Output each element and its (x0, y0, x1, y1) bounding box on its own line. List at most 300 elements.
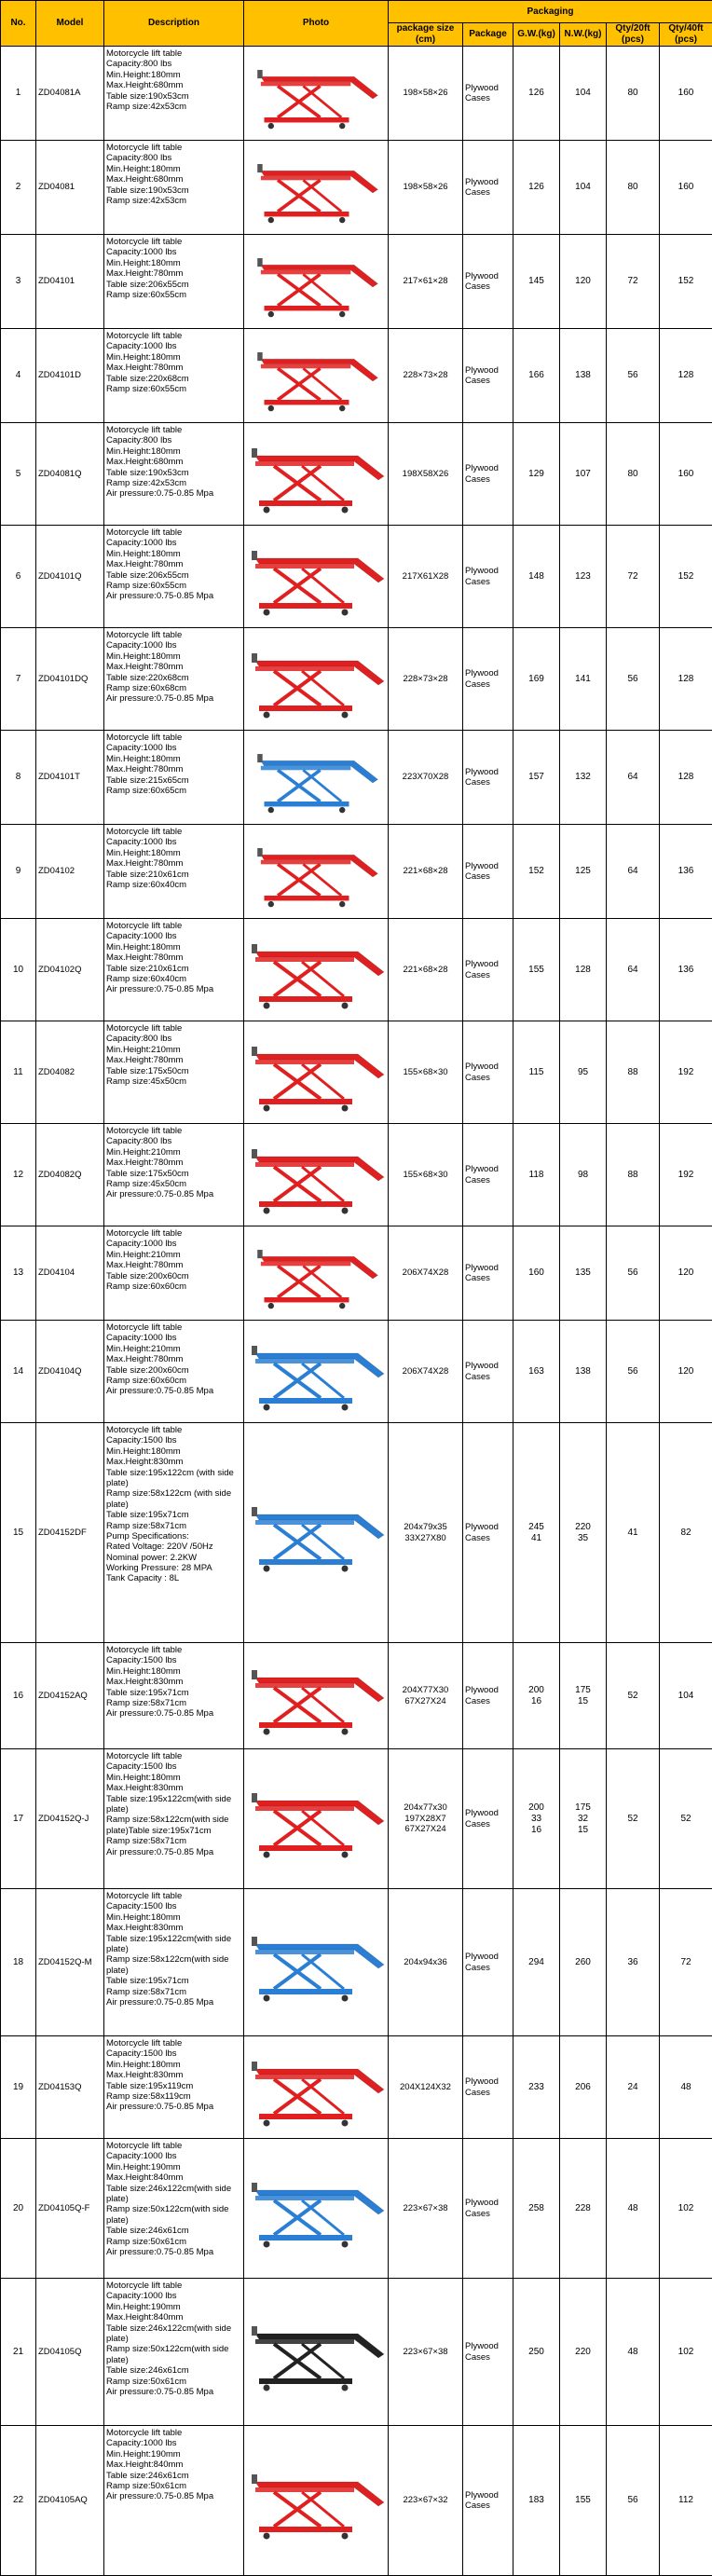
package-size (389, 329, 463, 423)
package-size-line: 155×68×30 (389, 1170, 462, 1180)
description-line: Ramp size:58x122cm(with side plate) (106, 1954, 241, 1976)
qty-40ft: 160 (660, 141, 712, 235)
description-line: Motorcycle lift table (106, 2141, 241, 2151)
package-size (389, 2139, 463, 2279)
header-gross-weight: G.W.(kg) (513, 23, 560, 47)
description-line: Min.Height:180mm (106, 651, 241, 662)
description-line: Ramp size:50x61cm (106, 2377, 241, 2387)
red-lift-table (246, 1026, 386, 1119)
table-row (1, 2139, 712, 2279)
model-code: ZD04081A (36, 47, 104, 141)
description-line: Air pressure:0.75-0.85 Mpa (106, 2247, 241, 2257)
package-size (389, 1321, 463, 1423)
description-line: Ramp size:60x40cm (106, 880, 241, 890)
description-line: Max.Height:780mm (106, 952, 241, 963)
header-model: Model (36, 1, 104, 47)
product-photo (244, 825, 389, 919)
package-size-line: 33X27X80 (389, 1533, 462, 1543)
product-photo (244, 1124, 389, 1226)
red-lift-table (246, 145, 386, 230)
header-description: Description (104, 1, 244, 47)
model-code: ZD04152DF (36, 1423, 104, 1643)
model-code: ZD04101T (36, 731, 104, 825)
gross-weight-line: 126 (513, 182, 559, 193)
description-line: Ramp size:58x119cm (106, 2091, 241, 2102)
row-number: 12 (1, 1124, 36, 1226)
description-line: Motorcycle lift table (106, 630, 241, 640)
description-line: Min.Height:210mm (106, 1045, 241, 1055)
table-row (1, 628, 712, 731)
model-code: ZD04101D (36, 329, 104, 423)
package-type: Plywood Cases (463, 1749, 513, 1889)
net-weight-line: 138 (560, 370, 606, 381)
package-size-line: 198X58X26 (389, 469, 462, 479)
model-code: ZD04105AQ (36, 2426, 104, 2576)
row-number: 4 (1, 329, 36, 423)
qty-20ft: 36 (607, 1889, 660, 2036)
package-size-line: 204X124X32 (389, 2082, 462, 2092)
description-line: Motorcycle lift table (106, 1425, 241, 1435)
description-line: Max.Height:780mm (106, 858, 241, 869)
row-number: 3 (1, 235, 36, 329)
description-line: Max.Height:840mm (106, 2312, 241, 2323)
blue-lift-table (246, 1911, 386, 2014)
red-lift-table (246, 924, 386, 1017)
gross-weight-line: 233 (513, 2082, 559, 2093)
description-line: Ramp size:60x55cm (106, 581, 241, 591)
red-lift-table (246, 633, 386, 726)
table-row (1, 731, 712, 825)
description-line: Capacity:1000 lbs (106, 538, 241, 548)
package-type: Plywood Cases (463, 2279, 513, 2426)
gross-weight-line: 152 (513, 866, 559, 877)
gross-weight (513, 1226, 560, 1321)
net-weight (560, 2279, 607, 2426)
description (104, 919, 244, 1021)
product-photo (244, 628, 389, 731)
package-size (389, 141, 463, 235)
description-line: Ramp size:60x60cm (106, 1376, 241, 1386)
net-weight-line: 32 (560, 1814, 606, 1825)
header-packaging: Packaging (389, 1, 712, 23)
gross-weight (513, 329, 560, 423)
product-photo (244, 423, 389, 526)
qty-40ft: 152 (660, 235, 712, 329)
qty-20ft: 52 (607, 1643, 660, 1749)
package-size-line: 67X27X24 (389, 1824, 462, 1834)
package-type: Plywood Cases (463, 1889, 513, 2036)
header-qty-20ft: Qty/20ft (pcs) (607, 23, 660, 47)
model-code: ZD04081Q (36, 423, 104, 526)
qty-20ft: 48 (607, 2279, 660, 2426)
table-row (1, 1889, 712, 2036)
product-photo (244, 2279, 389, 2426)
net-weight (560, 235, 607, 329)
description-line: Table size:210x61cm (106, 870, 241, 880)
package-type: Plywood Cases (463, 2036, 513, 2139)
net-weight (560, 47, 607, 141)
description-line: Motorcycle lift table (106, 1891, 241, 1901)
net-weight-line: 35 (560, 1533, 606, 1544)
product-photo (244, 2139, 389, 2279)
package-size-line: 204X77X30 (389, 1685, 462, 1695)
description-line: Max.Height:830mm (106, 1677, 241, 1687)
package-size-line: 206X74X28 (389, 1366, 462, 1377)
package-type: Plywood Cases (463, 1124, 513, 1226)
description-line: Max.Height:680mm (106, 457, 241, 467)
product-photo (244, 731, 389, 825)
table-row (1, 1021, 712, 1124)
qty-20ft: 80 (607, 141, 660, 235)
qty-20ft: 88 (607, 1124, 660, 1226)
description-line: Table size:190x53cm (106, 91, 241, 102)
net-weight-line: 98 (560, 1170, 606, 1181)
package-size-line: 204x79x35 (389, 1522, 462, 1532)
gross-weight (513, 628, 560, 731)
net-weight-line: 128 (560, 965, 606, 976)
row-number: 21 (1, 2279, 36, 2426)
table-row (1, 2036, 712, 2139)
description-line: Capacity:1000 lbs (106, 247, 241, 257)
description-line: Min.Height:180mm (106, 258, 241, 268)
gross-weight (513, 235, 560, 329)
description-line: Motorcycle lift table (106, 1322, 241, 1333)
net-weight-line: 206 (560, 2082, 606, 2093)
gross-weight-line: 16 (513, 1696, 559, 1707)
row-number: 16 (1, 1643, 36, 1749)
qty-40ft: 52 (660, 1749, 712, 1889)
qty-40ft: 48 (660, 2036, 712, 2139)
package-size-line: 198×58×26 (389, 88, 462, 98)
description-line: Table size:246x61cm (106, 2365, 241, 2376)
package-type: Plywood Cases (463, 2139, 513, 2279)
gross-weight (513, 526, 560, 628)
net-weight (560, 141, 607, 235)
description-line: Capacity:1000 lbs (106, 743, 241, 753)
product-photo (244, 47, 389, 141)
net-weight-line: 123 (560, 571, 606, 582)
description-line: Capacity:1500 lbs (106, 2048, 241, 2059)
package-size (389, 731, 463, 825)
description-line: Table size:210x61cm (106, 964, 241, 974)
package-size (389, 825, 463, 919)
gross-weight-line: 41 (513, 1533, 559, 1544)
gross-weight-line: 258 (513, 2203, 559, 2214)
package-size (389, 1124, 463, 1226)
net-weight (560, 1889, 607, 2036)
package-size-line: 206X74X28 (389, 1267, 462, 1278)
description-line: Min.Height:210mm (106, 1147, 241, 1158)
net-weight (560, 1643, 607, 1749)
table-row (1, 47, 712, 141)
description-line: Max.Height:840mm (106, 2460, 241, 2470)
gross-weight (513, 1889, 560, 2036)
header-package-size: package size (cm) (389, 23, 463, 47)
description-line: Ramp size:50x61cm (106, 2237, 241, 2247)
description-line: Max.Height:780mm (106, 764, 241, 774)
description-line: Ramp size:58x71cm (106, 1836, 241, 1846)
blue-lift-table (246, 1482, 386, 1584)
description-line: Working Pressure: 28 MPA (106, 1563, 241, 1573)
description-line: Max.Height:840mm (106, 2172, 241, 2183)
qty-20ft: 56 (607, 1226, 660, 1321)
blue-lift-table (246, 1325, 386, 1418)
red-lift-table (246, 428, 386, 521)
description-line: Motorcycle lift table (106, 237, 241, 247)
qty-40ft: 82 (660, 1423, 712, 1643)
description-line: Max.Height:830mm (106, 1923, 241, 1933)
qty-20ft: 48 (607, 2139, 660, 2279)
row-number: 20 (1, 2139, 36, 2279)
description-line: Capacity:1500 lbs (106, 1901, 241, 1911)
row-number: 17 (1, 1749, 36, 1889)
gross-weight (513, 1124, 560, 1226)
description-line: Min.Height:180mm (106, 549, 241, 559)
description-line: Table size:206x55cm (106, 570, 241, 581)
net-weight-line: 175 (560, 1685, 606, 1696)
description (104, 2036, 244, 2139)
product-photo (244, 2426, 389, 2576)
description-line: Capacity:1000 lbs (106, 931, 241, 941)
description-line: Ramp size:58x71cm (106, 1987, 241, 1997)
qty-40ft: 152 (660, 526, 712, 628)
description-line: Motorcycle lift table (106, 528, 241, 538)
description-line: Max.Height:780mm (106, 363, 241, 373)
description-line: Motorcycle lift table (106, 48, 241, 59)
package-type: Plywood Cases (463, 526, 513, 628)
table-row (1, 1749, 712, 1889)
qty-40ft: 128 (660, 731, 712, 825)
model-code: ZD04153Q (36, 2036, 104, 2139)
gross-weight (513, 2036, 560, 2139)
description-line: Min.Height:180mm (106, 70, 241, 80)
net-weight (560, 423, 607, 526)
description (104, 1643, 244, 1749)
description-line: Capacity:800 lbs (106, 435, 241, 445)
description-line: Max.Height:780mm (106, 559, 241, 569)
description-line: Capacity:1000 lbs (106, 2151, 241, 2161)
package-type: Plywood Cases (463, 235, 513, 329)
description-line: Air pressure:0.75-0.85 Mpa (106, 1386, 241, 1396)
description-line: Max.Height:780mm (106, 662, 241, 672)
description (104, 423, 244, 526)
qty-40ft: 160 (660, 47, 712, 141)
description-line: Table size:246x122cm(with side plate) (106, 2184, 241, 2205)
net-weight-line: 15 (560, 1825, 606, 1836)
description (104, 1226, 244, 1321)
net-weight-line: 175 (560, 1802, 606, 1814)
package-size-line: 223×67×38 (389, 2347, 462, 2357)
product-photo (244, 919, 389, 1021)
package-size (389, 919, 463, 1021)
description-line: Max.Height:830mm (106, 1457, 241, 1467)
model-code: ZD04102Q (36, 919, 104, 1021)
description-line: Capacity:1000 lbs (106, 837, 241, 847)
description-line: Capacity:1000 lbs (106, 2291, 241, 2301)
description-line: Ramp size:60x65cm (106, 786, 241, 796)
description-line: Min.Height:210mm (106, 1250, 241, 1260)
net-weight (560, 1226, 607, 1321)
row-number: 8 (1, 731, 36, 825)
description-line: Motorcycle lift table (106, 1751, 241, 1761)
description-line: Motorcycle lift table (106, 1228, 241, 1239)
description-line: Capacity:800 lbs (106, 59, 241, 69)
description-line: Ramp size:58x71cm (106, 1698, 241, 1708)
package-type: Plywood Cases (463, 628, 513, 731)
qty-20ft: 56 (607, 329, 660, 423)
description-line: Ramp size:60x40cm (106, 974, 241, 984)
package-size-line: 228×73×28 (389, 370, 462, 380)
product-photo (244, 1643, 389, 1749)
gross-weight (513, 919, 560, 1021)
description-line: Motorcycle lift table (106, 733, 241, 743)
red-lift-table (246, 1129, 386, 1222)
gross-weight-line: 166 (513, 370, 559, 381)
red-lift-table (246, 334, 386, 418)
qty-40ft: 136 (660, 919, 712, 1021)
description-line: Motorcycle lift table (106, 331, 241, 341)
description-line: Motorcycle lift table (106, 1126, 241, 1136)
red-lift-table (246, 1648, 386, 1745)
description-line: Min.Height:190mm (106, 2302, 241, 2312)
table-row (1, 919, 712, 1021)
model-code: ZD04105Q-F (36, 2139, 104, 2279)
qty-20ft: 64 (607, 919, 660, 1021)
description (104, 141, 244, 235)
description-line: Capacity:1000 lbs (106, 341, 241, 351)
gross-weight (513, 1021, 560, 1124)
qty-20ft: 64 (607, 731, 660, 825)
description-line: Min.Height:180mm (106, 446, 241, 457)
package-size-line: 221×68×28 (389, 866, 462, 876)
package-type: Plywood Cases (463, 423, 513, 526)
qty-40ft: 128 (660, 628, 712, 731)
gross-weight-line: 200 (513, 1802, 559, 1814)
gross-weight (513, 423, 560, 526)
package-size (389, 1749, 463, 1889)
model-code: ZD04104 (36, 1226, 104, 1321)
table-row (1, 1226, 712, 1321)
model-code: ZD04101DQ (36, 628, 104, 731)
description (104, 731, 244, 825)
gross-weight-line: 157 (513, 772, 559, 783)
product-photo (244, 1021, 389, 1124)
package-size (389, 628, 463, 731)
gross-weight-line: 245 (513, 1522, 559, 1533)
row-number: 22 (1, 2426, 36, 2576)
table-row (1, 329, 712, 423)
red-lift-table (246, 51, 386, 136)
qty-20ft: 56 (607, 2426, 660, 2576)
description-line: Pump Specifications: (106, 1531, 241, 1541)
net-weight-line: 104 (560, 88, 606, 99)
qty-20ft: 64 (607, 825, 660, 919)
package-size-line: 217X61X28 (389, 571, 462, 582)
description-line: Min.Height:180mm (106, 848, 241, 858)
qty-20ft: 41 (607, 1423, 660, 1643)
gross-weight (513, 1749, 560, 1889)
qty-20ft: 56 (607, 1321, 660, 1423)
package-type: Plywood Cases (463, 1643, 513, 1749)
gross-weight (513, 1643, 560, 1749)
red-lift-table (246, 1231, 386, 1316)
description-line: Air pressure:0.75-0.85 Mpa (106, 1997, 241, 2007)
description-line: Ramp size:60x55cm (106, 384, 241, 394)
package-size-line: 223X70X28 (389, 772, 462, 782)
net-weight (560, 1321, 607, 1423)
net-weight-line: 125 (560, 866, 606, 877)
net-weight-line: 132 (560, 772, 606, 783)
row-number: 2 (1, 141, 36, 235)
model-code: ZD04101Q (36, 526, 104, 628)
description-line: Motorcycle lift table (106, 827, 241, 837)
table-row (1, 141, 712, 235)
qty-20ft: 52 (607, 1749, 660, 1889)
model-code: ZD04102 (36, 825, 104, 919)
red-lift-table (246, 829, 386, 914)
table-row (1, 423, 712, 526)
qty-20ft: 80 (607, 47, 660, 141)
description-line: Table size:195x71cm (106, 1688, 241, 1698)
description-line: Capacity:1000 lbs (106, 1239, 241, 1249)
net-weight-line: 155 (560, 2495, 606, 2506)
qty-40ft: 102 (660, 2279, 712, 2426)
qty-20ft: 56 (607, 628, 660, 731)
description-line: Ramp size:58x122cm (with side plate) (106, 1488, 241, 1510)
qty-20ft: 24 (607, 2036, 660, 2139)
row-number: 13 (1, 1226, 36, 1321)
table-row (1, 1321, 712, 1423)
description-line: Table size:175x50cm (106, 1169, 241, 1179)
package-size (389, 526, 463, 628)
package-type: Plywood Cases (463, 1226, 513, 1321)
description-line: Ramp size:60x60cm (106, 1281, 241, 1292)
description-line: Capacity:1000 lbs (106, 640, 241, 651)
package-size-line: 221×68×28 (389, 965, 462, 975)
gross-weight (513, 1321, 560, 1423)
gross-weight-line: 33 (513, 1814, 559, 1825)
net-weight-line: 260 (560, 1957, 606, 1968)
package-size (389, 1021, 463, 1124)
description (104, 2139, 244, 2279)
description-line: Ramp size:50x61cm (106, 2481, 241, 2491)
product-photo (244, 2036, 389, 2139)
qty-40ft: 104 (660, 1643, 712, 1749)
package-size-line: 155×68×30 (389, 1067, 462, 1077)
description-line: Table size:200x60cm (106, 1271, 241, 1281)
qty-20ft: 88 (607, 1021, 660, 1124)
gross-weight (513, 731, 560, 825)
gross-weight-line: 148 (513, 571, 559, 582)
table-row (1, 2279, 712, 2426)
gross-weight-line: 183 (513, 2495, 559, 2506)
net-weight (560, 2426, 607, 2576)
red-lift-table (246, 2041, 386, 2134)
gross-weight-line: 294 (513, 1957, 559, 1968)
model-code: ZD04081 (36, 141, 104, 235)
qty-40ft: 192 (660, 1021, 712, 1124)
description-line: Min.Height:180mm (106, 352, 241, 363)
model-code: ZD04104Q (36, 1321, 104, 1423)
description (104, 2426, 244, 2576)
row-number: 6 (1, 526, 36, 628)
description (104, 825, 244, 919)
description-line: Capacity:800 lbs (106, 1136, 241, 1146)
gross-weight (513, 141, 560, 235)
description (104, 1749, 244, 1889)
description-line: Motorcycle lift table (106, 2281, 241, 2291)
description-line: Capacity:1500 lbs (106, 1761, 241, 1772)
